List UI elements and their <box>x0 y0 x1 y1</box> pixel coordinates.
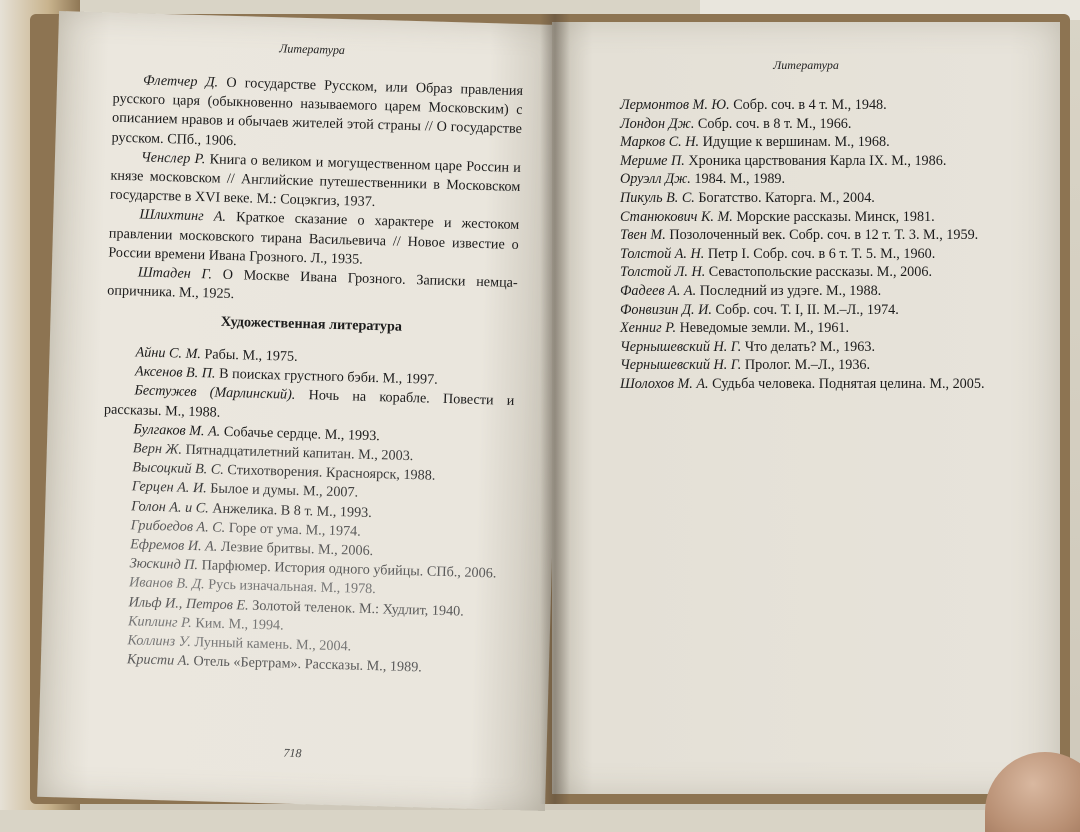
entry-text: О Москве Ивана Грозного. Записки немца-опричника. М., 1925. <box>107 266 518 303</box>
entry-text: Книга о великом и могущественном царе Россин и князе московском // Английские путешественники в Московском государстве в XVI веке. М.: Соцэкгиз, 1937. <box>109 151 522 211</box>
nonfiction-bibliography <box>107 71 523 313</box>
fiction-bibliography <box>97 342 516 680</box>
fiction-bibliography-continued <box>590 96 985 394</box>
entry-text: Собр. соч. Т. I, II. М.–Л., 1974. <box>715 301 899 318</box>
entry-text: Севастопольские рассказы. М., 2006. <box>708 264 932 281</box>
entry-author: Ильф И., Петров Е. <box>128 593 249 614</box>
entry-author: Киплинг Р. <box>127 613 193 631</box>
entry-text: Стихотворения. Красноярск, 1988. <box>227 462 436 484</box>
entry-text: 1984. М., 1989. <box>694 171 786 188</box>
entry-text: Рабы. М., 1975. <box>204 346 298 365</box>
entry-text: Пятнадцатилетний капитан. М., 2003. <box>185 441 414 465</box>
entry-text: Позолоченный век. Собр. соч. в 12 т. Т. 3. М., 1959. <box>669 227 979 244</box>
entry-text: Неведомые земли. М., 1961. <box>679 320 850 337</box>
entry-author: Кристи А. <box>126 651 191 670</box>
entry-text: Идущие к вершинам. М., 1968. <box>702 134 890 151</box>
bibliography-entry <box>590 263 985 282</box>
entry-author: Бестужев (Марлинский). <box>134 382 296 404</box>
entry-author: Штаден Г. <box>137 264 213 283</box>
book-gutter <box>540 14 570 804</box>
entry-author: Шолохов М. А. <box>620 375 709 392</box>
entry-author: Оруэлл Дж. <box>620 171 691 188</box>
entry-text: Морские рассказы. Минск, 1981. <box>736 208 935 225</box>
bibliography-entry <box>590 189 985 208</box>
right-running-head: Литература <box>773 58 839 72</box>
entry-text: Собр. соч. в 8 т. М., 1966. <box>697 115 852 132</box>
entry-text: Золотой теленок. М.: Худлит, 1940. <box>251 597 465 620</box>
bibliography-entry <box>590 226 985 245</box>
entry-text: Лезвие бритвы. М., 2006. <box>220 538 374 560</box>
entry-text: Хроника царствования Карла IX. М., 1986. <box>688 152 947 169</box>
bibliography-entry <box>590 96 985 115</box>
bibliography-entry <box>590 356 985 375</box>
entry-author: Толстой А. Н. <box>620 245 705 262</box>
entry-author: Марков С. Н. <box>620 134 700 151</box>
entry-text: Последний из удэге. М., 1988. <box>699 282 882 299</box>
bibliography-entry <box>590 245 985 264</box>
entry-text: Судьба человека. Поднятая целина. М., 2005. <box>712 375 985 392</box>
entry-text: Былое и думы. М., 2007. <box>210 480 359 502</box>
entry-text: Горе от ума. М., 1974. <box>228 519 362 540</box>
entry-text: Анжелика. В 8 т. М., 1993. <box>212 500 373 521</box>
entry-text: Петр I. Собр. соч. в 6 т. Т. 5. М., 1960. <box>707 245 936 262</box>
entry-author: Аксенов В. П. <box>134 363 216 382</box>
entry-author: Твен М. <box>620 227 666 244</box>
entry-author: Лермонтов М. Ю. <box>620 97 730 113</box>
entry-author: Ефремов И. А. <box>129 536 218 555</box>
entry-author: Верн Ж. <box>132 440 183 458</box>
page-number: 718 <box>283 745 302 761</box>
entry-author: Булгаков М. А. <box>133 421 221 440</box>
entry-author: Станюкович К. М. <box>620 208 733 225</box>
entry-text: Собр. соч. в 4 т. М., 1948. <box>733 97 887 113</box>
entry-author: Флетчер Д. <box>142 72 219 91</box>
bibliography-entry <box>590 133 985 152</box>
entry-text: Ночь на корабле. Повести и рассказы. М., 1988. <box>103 387 515 421</box>
entry-author: Грибоедов А. С. <box>130 517 226 536</box>
entry-author: Высоцкий В. С. <box>132 459 225 479</box>
bibliography-entry <box>590 115 985 134</box>
entry-author: Голон А. и С. <box>131 497 210 517</box>
entry-author: Коллинз У. <box>127 632 192 651</box>
right-page <box>552 22 1060 794</box>
entry-text: Русь изначальная. М., 1978. <box>208 576 377 598</box>
left-running-head: Литература <box>279 41 346 58</box>
entry-text: Парфюмер. История одного убийцы. СПб., 2006. <box>201 557 497 582</box>
bibliography-entry <box>590 301 985 320</box>
entry-author: Лондон Дж. <box>620 115 695 132</box>
entry-author: Толстой Л. Н. <box>620 264 706 281</box>
entry-text: Богатство. Каторга. М., 2004. <box>698 189 875 206</box>
entry-author: Чернышевский Н. Г. <box>620 357 742 374</box>
entry-author: Фадеев А. А. <box>620 282 697 299</box>
entry-author: Чернышевский Н. Г. <box>620 338 742 355</box>
entry-text: Собачье сердце. М., 1993. <box>223 423 381 444</box>
entry-author: Пикуль В. С. <box>620 189 695 206</box>
entry-text: Ким. М., 1994. <box>195 614 284 634</box>
entry-text: Отель «Бертрам». Рассказы. М., 1989. <box>193 653 423 676</box>
entry-author: Герцен А. И. <box>131 478 207 497</box>
entry-author: Зюскинд П. <box>129 555 199 574</box>
entry-author: Фонвизин Д. И. <box>620 301 712 318</box>
entry-text: Что делать? М., 1963. <box>744 338 875 355</box>
bibliography-entry <box>590 170 985 189</box>
entry-text: Лунный камень. М., 2004. <box>194 634 352 655</box>
bibliography-entry <box>111 71 523 159</box>
bibliography-entry <box>590 338 985 357</box>
entry-author: Иванов В. Д. <box>128 574 205 593</box>
entry-author: Хенниг Р. <box>620 320 677 337</box>
entry-text: В поисках грустного бэби. М., 1997. <box>218 365 438 388</box>
entry-author: Айни С. М. <box>135 344 202 363</box>
entry-author: Шлихтинг А. <box>139 206 227 226</box>
bibliography-entry <box>590 319 985 338</box>
bibliography-entry <box>590 375 985 394</box>
left-page <box>37 11 567 811</box>
entry-author: Мериме П. <box>620 152 685 169</box>
section-heading-fiction: Художественная литература <box>220 313 403 335</box>
entry-text: Пролог. М.–Л., 1936. <box>744 357 871 374</box>
entry-text: О государстве Русском, или Образ правления русского царя (обыкновенно называемого царем Московским) с описанием нравов и обычаев жителей этой страны // О государстве русском. СПб., 1906. <box>111 74 524 149</box>
entry-text: Краткое сказание о характере и жестоком правлении московского тирана Васильевича // Новое известие о России времени Ивана Грозного. Л., 1935. <box>108 209 520 268</box>
bibliography-entry <box>590 152 985 171</box>
bibliography-entry <box>590 208 985 227</box>
entry-author: Ченслер Р. <box>140 149 206 168</box>
bibliography-entry <box>590 282 985 301</box>
